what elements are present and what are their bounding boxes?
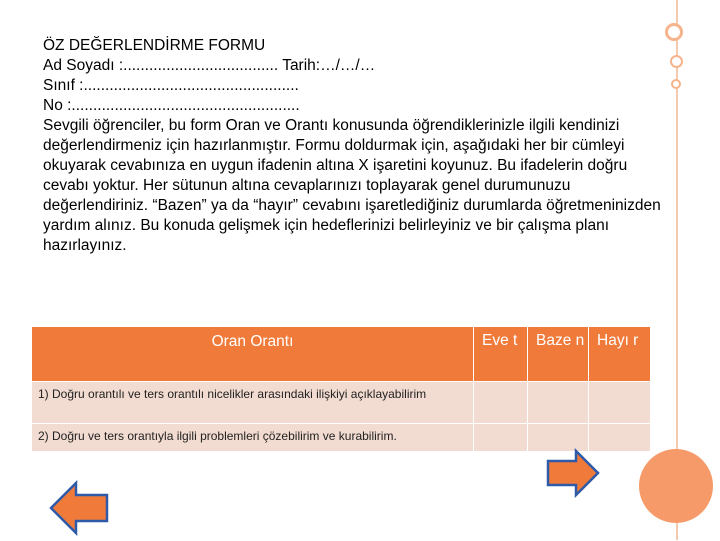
arrow-left-icon bbox=[48, 480, 110, 536]
answer-cell-yes[interactable] bbox=[474, 424, 528, 452]
intro-paragraph: Sevgili öğrenciler, bu form Oran ve Orantı konusunda öğrendiklerinizle ilgili kendinizi değerlendirmeniz için hazırlanmıştır. Formu doldurmak için, aşağıdaki her bir cümleyi okuyarak cevabınıza en uygun ifadenin altına X işaretini koyunuz. Bu ifadelerin doğru cevabı yoktur. Her sütunun altına cevaplarınızı toplayarak genel durumunuzu değerlendiriniz. “Bazen” ya da “hayır” cevabını işaretlediğiniz durumlarda öğretmeninizden yardım alınız. Bu konuda gelişmek için hedeflerinizi belirleyiniz ve bir çalışma planı hazırlayınız. bbox=[43, 117, 661, 254]
table-row bbox=[32, 382, 651, 424]
form-header bbox=[43, 36, 663, 256]
assessment-table bbox=[31, 326, 651, 452]
name-date-line: Ad Soyadı :.................................... Tarih:…/…/… bbox=[43, 57, 376, 74]
decorative-circle bbox=[671, 79, 681, 89]
column-header-no: Hayı r bbox=[589, 327, 651, 382]
table-header-row bbox=[32, 327, 651, 382]
next-button[interactable] bbox=[545, 448, 601, 503]
answer-cell-yes[interactable] bbox=[474, 382, 528, 424]
table-row-statement: 1) Doğru orantılı ve ters orantılı nicelikler arasındaki ilişkiyi açıklayabilirim bbox=[32, 382, 474, 424]
decorative-circle bbox=[665, 23, 683, 41]
decorative-circle bbox=[670, 55, 683, 68]
table-row-statement: 2) Doğru ve ters orantıyla ilgili problemleri çözebilirim ve kurabilirim. bbox=[32, 424, 474, 452]
column-header-sometimes: Baze n bbox=[528, 327, 589, 382]
previous-button[interactable] bbox=[48, 480, 110, 541]
number-line: No :..................................................... bbox=[43, 97, 300, 114]
answer-cell-no[interactable] bbox=[589, 382, 651, 424]
arrow-right-icon bbox=[545, 448, 601, 498]
column-header-yes: Eve t bbox=[474, 327, 528, 382]
answer-cell-sometimes[interactable] bbox=[528, 382, 589, 424]
form-title: ÖZ DEĞERLENDİRME FORMU bbox=[43, 37, 266, 54]
table-header-topic: Oran Orantı bbox=[32, 327, 474, 382]
class-line: Sınıf :.................................................. bbox=[43, 77, 299, 94]
decorative-circle-large bbox=[639, 449, 713, 523]
